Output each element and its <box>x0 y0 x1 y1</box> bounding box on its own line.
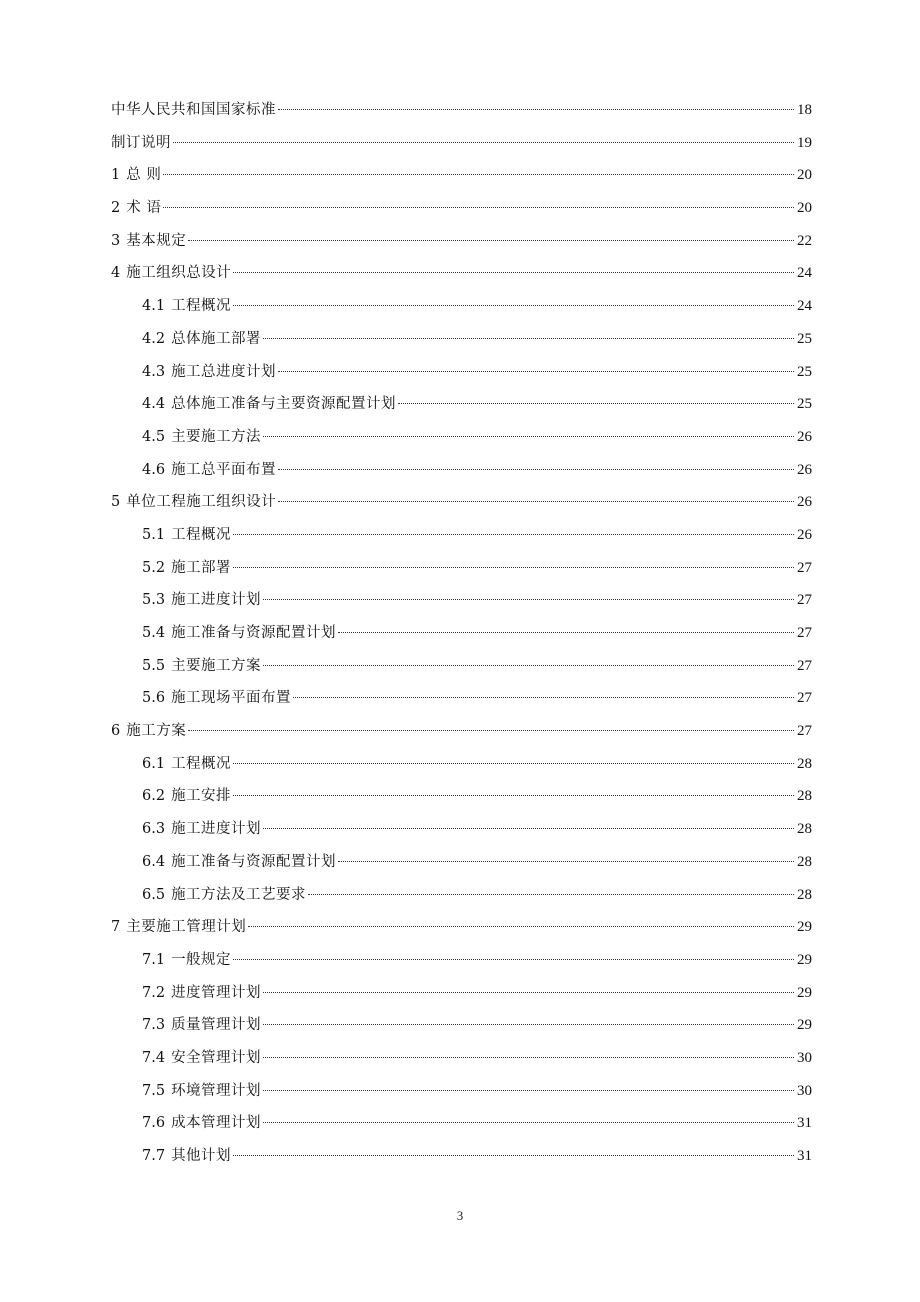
toc-entry[interactable] <box>111 1140 812 1173</box>
toc-entry-page: 24 <box>797 265 812 282</box>
toc-entry-title: 主要施工方案 <box>171 657 262 674</box>
toc-entry-number: 4.6 <box>142 461 166 478</box>
toc-entry-title: 总 则 <box>126 167 162 184</box>
toc-entry-page: 27 <box>797 625 812 641</box>
toc-entry-page: 29 <box>797 1017 812 1034</box>
toc-entry-page: 25 <box>797 396 812 413</box>
toc-entry-page: 19 <box>797 134 812 151</box>
toc-entry[interactable] <box>111 192 812 225</box>
toc-entry[interactable] <box>111 1107 812 1140</box>
toc-entry[interactable] <box>111 454 812 487</box>
toc-entry-number: 6.4 <box>142 853 166 870</box>
toc-entry-number: 6.3 <box>142 821 166 838</box>
dot-leader <box>248 926 794 927</box>
toc-entry[interactable] <box>111 846 812 879</box>
toc-entry[interactable] <box>111 944 812 977</box>
toc-entry-title: 环境管理计划 <box>171 1082 262 1099</box>
toc-entry-page: 22 <box>797 232 812 249</box>
toc-entry-number: 7.2 <box>142 984 166 1001</box>
dot-leader <box>263 1024 794 1025</box>
toc-entry-title: 施工安排 <box>171 788 232 805</box>
dot-leader <box>263 599 794 600</box>
toc-entry-page: 29 <box>797 951 812 968</box>
toc-entry-page: 26 <box>797 461 812 478</box>
toc-entry-number: 4.2 <box>142 330 166 347</box>
toc-entry-number: 1 <box>111 167 121 184</box>
dot-leader <box>233 567 794 568</box>
toc-entry[interactable] <box>111 388 812 421</box>
toc-entry-page: 27 <box>797 559 812 576</box>
toc-entry-page: 26 <box>797 526 812 543</box>
toc-entry[interactable] <box>111 715 812 748</box>
dot-leader <box>263 338 794 339</box>
toc-entry-page: 18 <box>797 102 812 118</box>
toc-entry-page: 27 <box>797 723 812 740</box>
dot-leader <box>233 1155 794 1156</box>
toc-entry-title: 总体施工部署 <box>171 330 262 347</box>
toc-entry-number: 7.7 <box>142 1148 166 1164</box>
dot-leader <box>263 1122 794 1123</box>
toc-entry[interactable] <box>111 486 812 519</box>
toc-entry-number: 4.5 <box>142 428 166 445</box>
toc-entry-title: 中华人民共和国国家标准 <box>111 102 276 118</box>
toc-entry-title: 安全管理计划 <box>171 1049 262 1066</box>
toc-entry-title: 质量管理计划 <box>171 1017 262 1034</box>
toc-entry-page: 29 <box>797 984 812 1001</box>
toc-entry-number: 7.4 <box>142 1049 166 1066</box>
toc-entry[interactable] <box>111 519 812 552</box>
toc-entry-title: 总体施工准备与主要资源配置计划 <box>171 396 397 413</box>
dot-leader <box>278 469 794 470</box>
dot-leader <box>263 436 794 437</box>
toc-entry-page: 27 <box>797 592 812 609</box>
toc-entry[interactable] <box>111 748 812 781</box>
toc-entry-page: 26 <box>797 494 812 511</box>
toc-entry[interactable] <box>111 911 812 944</box>
toc-entry-number: 5.6 <box>142 690 166 707</box>
toc-entry[interactable] <box>111 1009 812 1042</box>
toc-entry-number: 4.1 <box>142 298 166 315</box>
toc-entry-title: 施工方案 <box>126 723 187 740</box>
toc-entry-title: 术 语 <box>126 200 162 217</box>
toc-entry-number: 5.3 <box>142 592 166 609</box>
toc-entry-title: 主要施工管理计划 <box>126 919 247 936</box>
toc-entry-title: 施工总平面布置 <box>171 461 277 478</box>
toc-entry-number: 5 <box>111 494 121 511</box>
dot-leader <box>173 142 794 143</box>
toc-entry-title: 施工准备与资源配置计划 <box>171 853 337 870</box>
toc-entry-title: 施工进度计划 <box>171 821 262 838</box>
toc-entry-number: 4.3 <box>142 363 166 380</box>
dot-leader <box>338 861 794 862</box>
toc-entry[interactable] <box>111 552 812 585</box>
toc-entry-page: 31 <box>797 1148 812 1164</box>
toc-entry[interactable] <box>111 290 812 323</box>
toc-entry-page: 20 <box>797 200 812 217</box>
toc-entry-title: 施工准备与资源配置计划 <box>171 625 337 641</box>
dot-leader <box>338 632 794 633</box>
toc-entry-title: 主要施工方法 <box>171 428 262 445</box>
dot-leader <box>233 534 794 535</box>
dot-leader <box>263 1057 794 1058</box>
toc-entry-number: 7.3 <box>142 1017 166 1034</box>
toc-entry-title: 工程概况 <box>171 526 232 543</box>
toc-entry-number: 4.4 <box>142 396 166 413</box>
toc-entry-title: 施工进度计划 <box>171 592 262 609</box>
toc-entry-number: 7.1 <box>142 951 166 968</box>
toc-entry-number: 4 <box>111 265 121 282</box>
toc-entry-number: 5.4 <box>142 625 166 641</box>
toc-entry-page: 28 <box>797 755 812 772</box>
toc-entry-title: 工程概况 <box>171 298 232 315</box>
toc-entry-number: 5.1 <box>142 526 166 543</box>
toc-entry-title: 一般规定 <box>171 951 232 968</box>
toc-entry-number: 6.1 <box>142 755 166 772</box>
toc-entry[interactable] <box>111 257 812 290</box>
toc-entry-page: 28 <box>797 853 812 870</box>
toc-entry-number: 2 <box>111 200 121 217</box>
toc-entry-page: 28 <box>797 886 812 903</box>
toc-entry-number: 7.6 <box>142 1115 166 1132</box>
toc-entry-page: 27 <box>797 657 812 674</box>
dot-leader <box>233 272 794 273</box>
toc-entry-page: 25 <box>797 363 812 380</box>
toc-entry-page: 24 <box>797 298 812 315</box>
toc-entry-number: 6 <box>111 723 121 740</box>
toc-entry[interactable] <box>111 1075 812 1108</box>
toc-entry-page: 30 <box>797 1082 812 1099</box>
footer-page-number: 3 <box>456 1208 464 1223</box>
dot-leader <box>163 174 794 175</box>
toc-entry[interactable] <box>111 127 812 160</box>
toc-entry-title: 其他计划 <box>171 1148 232 1164</box>
dot-leader <box>188 240 794 241</box>
dot-leader <box>263 992 794 993</box>
toc-entry-page: 26 <box>797 428 812 445</box>
toc-entry[interactable] <box>111 421 812 454</box>
dot-leader <box>263 665 794 666</box>
toc-entry-title: 施工现场平面布置 <box>171 690 292 707</box>
dot-leader <box>233 763 794 764</box>
toc-entry[interactable] <box>111 977 812 1010</box>
toc-entry[interactable] <box>111 225 812 258</box>
toc-entry[interactable] <box>111 94 812 127</box>
toc-entry[interactable] <box>111 650 812 683</box>
toc-entry-title: 工程概况 <box>171 755 232 772</box>
dot-leader <box>233 305 794 306</box>
toc-entry-number: 6.5 <box>142 886 166 903</box>
toc-entry-title: 施工总进度计划 <box>171 363 277 380</box>
toc-entry[interactable] <box>111 780 812 813</box>
toc-entry-page: 20 <box>797 167 812 184</box>
dot-leader <box>278 109 794 110</box>
toc-entry-page: 27 <box>797 690 812 707</box>
dot-leader <box>233 959 794 960</box>
dot-leader <box>233 795 794 796</box>
toc-entry-number: 3 <box>111 232 121 249</box>
dot-leader <box>308 894 794 895</box>
toc-entry-page: 31 <box>797 1115 812 1132</box>
toc-entry-number: 5.5 <box>142 657 166 674</box>
dot-leader <box>278 501 794 502</box>
toc-entry-number: 5.2 <box>142 559 166 576</box>
toc-entry-title: 施工方法及工艺要求 <box>171 886 307 903</box>
toc-entry[interactable] <box>111 159 812 192</box>
toc-entry-number: 6.2 <box>142 788 166 805</box>
toc-entry[interactable] <box>111 617 812 650</box>
dot-leader <box>263 1090 794 1091</box>
toc-entry[interactable] <box>111 323 812 356</box>
toc-entry-title: 进度管理计划 <box>171 984 262 1001</box>
dot-leader <box>188 730 794 731</box>
dot-leader <box>398 403 794 404</box>
toc-entry-number: 7 <box>111 919 121 936</box>
toc-entry[interactable] <box>111 584 812 617</box>
toc-entry[interactable] <box>111 356 812 389</box>
toc-entry-page: 28 <box>797 788 812 805</box>
toc-entry-page: 30 <box>797 1049 812 1066</box>
toc-entry-title: 基本规定 <box>126 232 187 249</box>
toc-entry[interactable] <box>111 813 812 846</box>
dot-leader <box>163 207 794 208</box>
toc-entry-title: 施工部署 <box>171 559 232 576</box>
toc-entry-page: 29 <box>797 919 812 936</box>
toc-entry[interactable] <box>111 1042 812 1075</box>
toc-entry[interactable] <box>111 879 812 912</box>
toc-entry-title: 施工组织总设计 <box>126 265 232 282</box>
dot-leader <box>293 697 794 698</box>
toc-entry[interactable] <box>111 682 812 715</box>
toc-entry-title: 制订说明 <box>111 134 171 151</box>
dot-leader <box>278 371 794 372</box>
table-of-contents <box>111 94 812 1173</box>
toc-entry-title: 单位工程施工组织设计 <box>126 494 277 511</box>
toc-entry-page: 25 <box>797 330 812 347</box>
toc-entry-page: 28 <box>797 821 812 838</box>
toc-entry-title: 成本管理计划 <box>171 1115 262 1132</box>
dot-leader <box>263 828 794 829</box>
toc-entry-number: 7.5 <box>142 1082 166 1099</box>
